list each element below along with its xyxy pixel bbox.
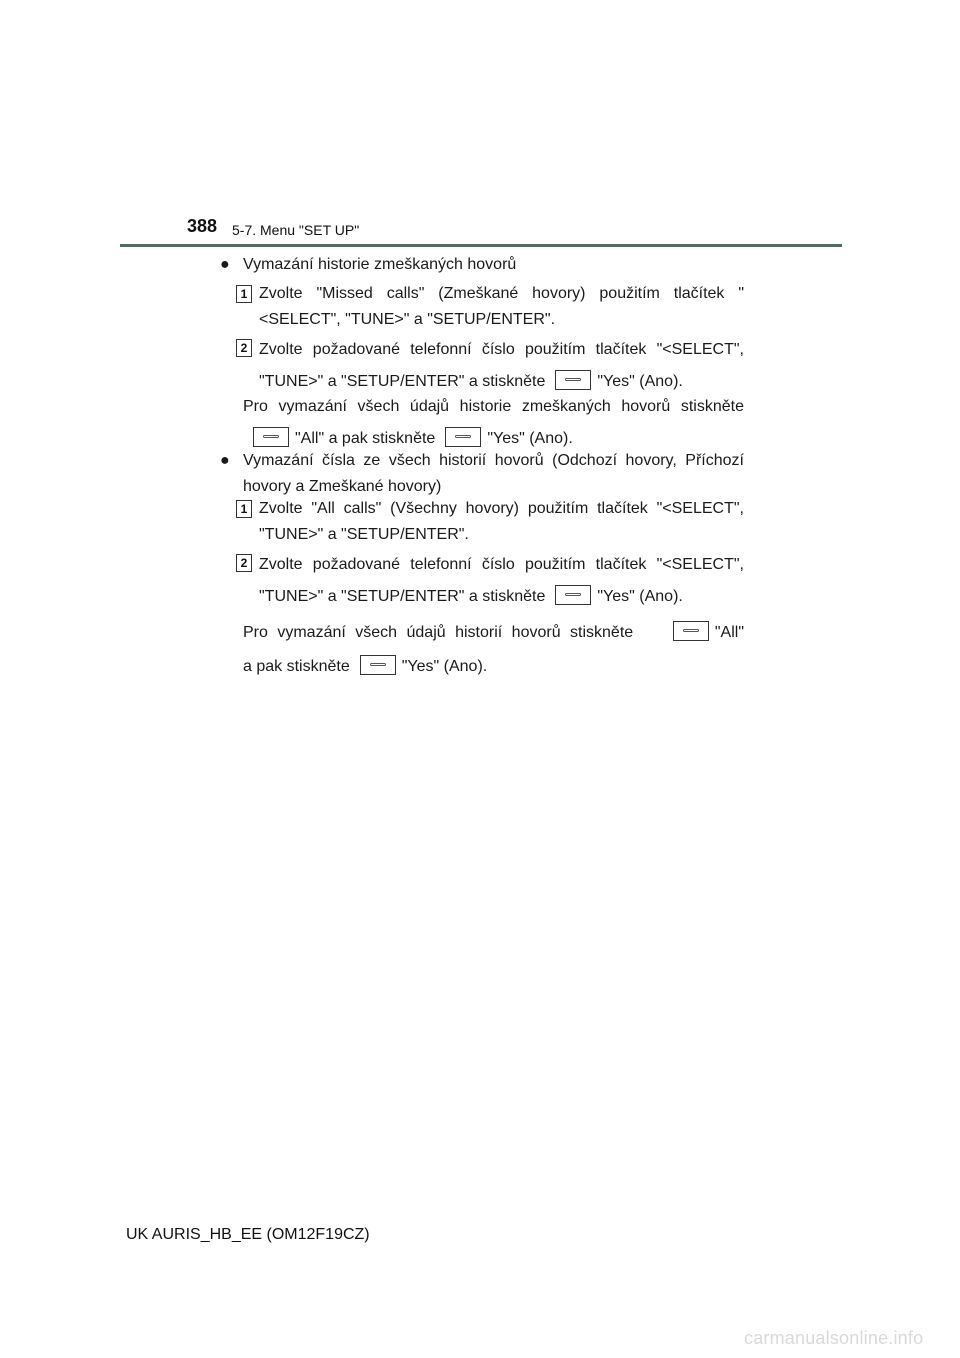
header-rule	[120, 244, 842, 247]
step-number: 2	[236, 554, 252, 572]
step-text-part: "TUNE>" a "SETUP/ENTER" a stiskněte	[259, 373, 546, 390]
button-icon	[360, 655, 396, 675]
step-text: Zvolte "All calls" (Všechny hovory) použitím tlačítek "<SELECT", "TUNE>" a "SETUP/ENTER".	[259, 500, 744, 543]
step-text-part: "TUNE>" a "SETUP/ENTER" a stiskněte	[259, 588, 546, 605]
step-2	[236, 335, 744, 399]
note-paragraph	[243, 392, 744, 456]
bullet-title: Vymazání historie zmeškaných hovorů	[243, 256, 517, 273]
step-text-part: "Yes" (Ano).	[597, 373, 683, 390]
button-icon	[555, 585, 591, 605]
bullet-item	[222, 448, 744, 500]
step-text-line: Zvolte požadované telefonní číslo použitím tlačítek "<SELECT",	[259, 556, 744, 573]
button-icon	[673, 621, 709, 641]
bullet-title: Vymazání čísla ze všech historií hovorů (Odchozí hovory, Příchozí hovory a Zmeškané hovory)	[243, 452, 744, 495]
step-1	[236, 281, 744, 333]
step-text-line	[236, 580, 744, 614]
note-text-group	[667, 616, 744, 650]
watermark: carmanualsonline.info	[744, 1328, 924, 1348]
note-text-part: a pak stiskněte	[243, 658, 350, 675]
note-paragraph	[243, 616, 744, 684]
step-number: 1	[236, 285, 252, 303]
note-text-part: "Yes" (Ano).	[401, 658, 488, 675]
step-1	[236, 496, 744, 548]
page-number: 388	[187, 216, 218, 236]
bullet-icon: ●	[220, 452, 230, 469]
note-line	[243, 616, 744, 650]
note-text-part: "Yes" (Ano).	[487, 430, 573, 447]
bullet-icon: ●	[220, 256, 230, 273]
button-icon	[253, 427, 289, 447]
footer-model-code: UK AURIS_HB_EE (OM12F19CZ)	[126, 1226, 370, 1243]
step-2	[236, 550, 744, 614]
step-text-part: "Yes" (Ano).	[597, 588, 683, 605]
button-icon	[445, 427, 481, 447]
note-line	[243, 650, 744, 684]
note-text-part: "All"	[714, 624, 744, 641]
step-text-line: Zvolte požadované telefonní číslo použitím tlačítek "<SELECT",	[259, 341, 744, 358]
step-number: 2	[236, 339, 252, 357]
section-title: 5-7. Menu "SET UP"	[232, 222, 360, 238]
note-line: Pro vymazání všech údajů historie zmeškaných hovorů stiskněte	[243, 398, 744, 415]
step-text: Zvolte "Missed calls" (Zmeškané hovory) použitím tlačítek "<SELECT", "TUNE>" a "SETUP/ENTER".	[259, 285, 744, 328]
note-text-part: Pro vymazání všech údajů historií hovorů stiskněte	[243, 624, 634, 641]
button-icon	[555, 370, 591, 390]
note-text-part: "All" a pak stiskněte	[295, 430, 436, 447]
bullet-item	[222, 252, 744, 278]
step-number: 1	[236, 500, 252, 518]
